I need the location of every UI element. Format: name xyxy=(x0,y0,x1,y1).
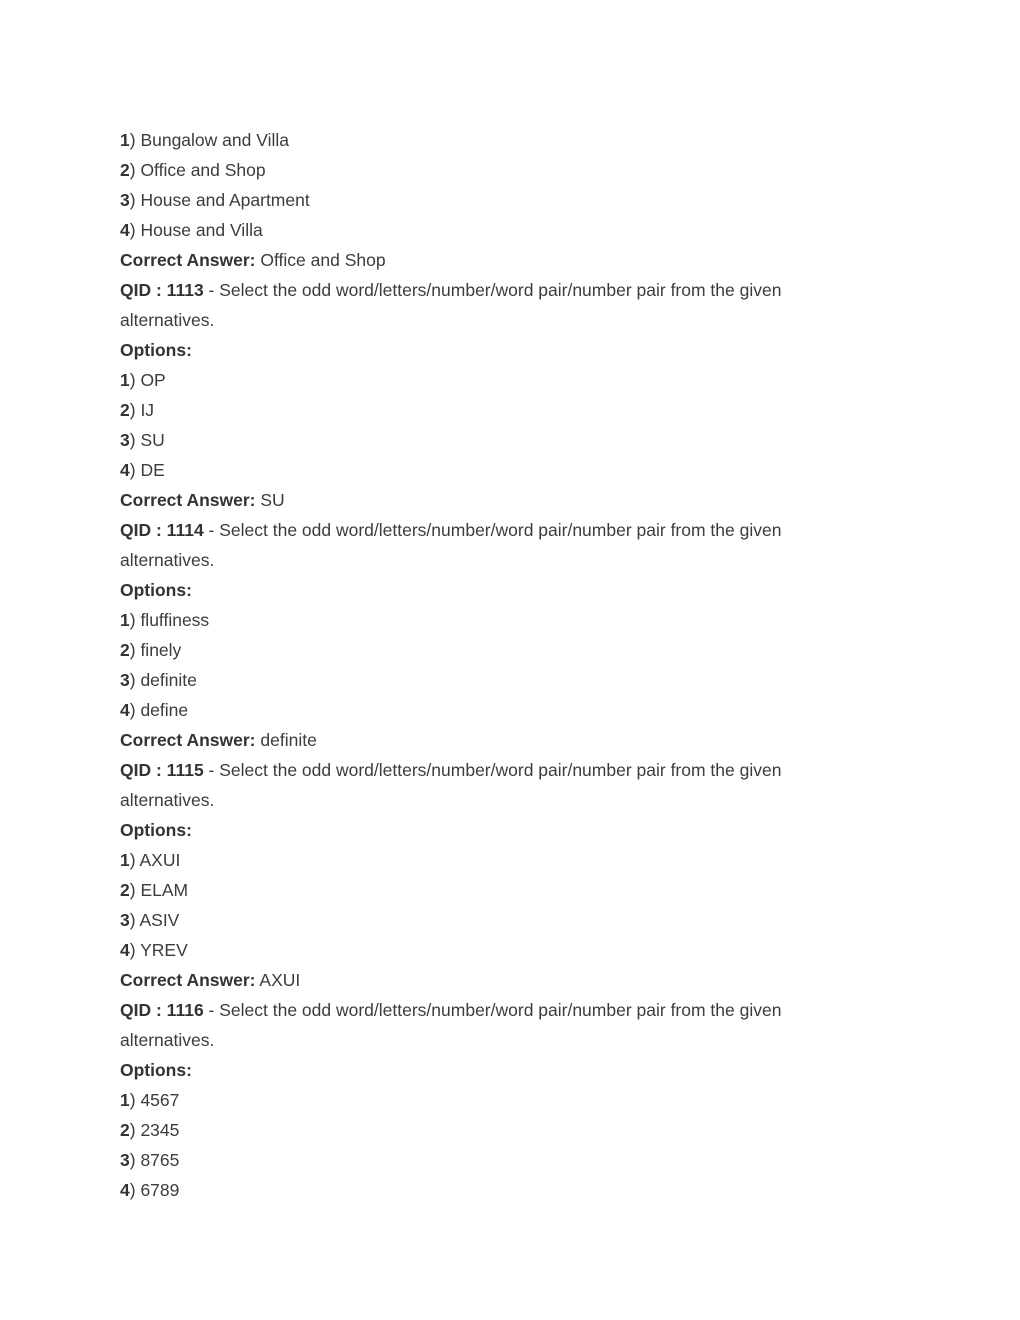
option-number: 3 xyxy=(120,1150,130,1170)
option-text: ASIV xyxy=(139,910,180,930)
option-number: 2 xyxy=(120,1120,130,1140)
qid-label xyxy=(120,760,204,780)
question-line: QID : 1116 - Select the odd word/letters/number/word pair/number pair from the given alternatives. xyxy=(120,1000,782,1050)
question-line: QID : 1115 - Select the odd word/letters/number/word pair/number pair from the given alternatives. xyxy=(120,760,782,810)
qid-label xyxy=(120,1000,204,1020)
options-label: Options: xyxy=(120,580,192,600)
options-heading xyxy=(120,575,880,605)
qid-number: 1114 xyxy=(166,520,204,540)
option-text: IJ xyxy=(140,400,155,420)
option-line: 4) DE xyxy=(120,460,165,480)
correct-answer-value: Office and Shop xyxy=(260,250,386,270)
correct-answer-value: definite xyxy=(260,730,317,750)
option-text: ELAM xyxy=(140,880,189,900)
option-number: 3 xyxy=(120,670,130,690)
option-line: 3) House and Apartment xyxy=(120,190,310,210)
option-number: 1 xyxy=(120,370,130,390)
option-text: AXUI xyxy=(139,850,181,870)
option-text: YREV xyxy=(140,940,188,960)
option-text: fluffiness xyxy=(140,610,210,630)
question-block-1113 xyxy=(120,275,880,515)
option-text: finely xyxy=(140,640,182,660)
correct-answer-label: Correct Answer: xyxy=(120,730,256,750)
option-line: 3) 8765 xyxy=(120,1150,180,1170)
option-number: 1 xyxy=(120,610,130,630)
option-number: 4 xyxy=(120,940,130,960)
options-label: Options: xyxy=(120,820,192,840)
options-heading xyxy=(120,815,880,845)
option-number: 4 xyxy=(120,220,130,240)
question-text: Select the odd word/letters/number/word pair/number pair from the given alternatives. xyxy=(120,280,782,330)
qid-number: 1113 xyxy=(166,280,204,300)
option-line: 2) Office and Shop xyxy=(120,160,266,180)
option-number: 2 xyxy=(120,160,130,180)
document-page xyxy=(120,125,880,1205)
option-text: 6789 xyxy=(140,1180,180,1200)
option-line: 2) IJ xyxy=(120,400,155,420)
options-label: Options: xyxy=(120,340,192,360)
option-line: 2) ELAM xyxy=(120,880,189,900)
question-block-1114 xyxy=(120,515,880,755)
question-text: Select the odd word/letters/number/word pair/number pair from the given alternatives. xyxy=(120,760,782,810)
option-line: 1) AXUI xyxy=(120,850,181,870)
option-line: 4) define xyxy=(120,700,189,720)
option-number: 3 xyxy=(120,910,130,930)
option-number: 2 xyxy=(120,400,130,420)
question-block-1115 xyxy=(120,755,880,995)
correct-answer-line xyxy=(120,725,880,755)
correct-answer-label: Correct Answer: xyxy=(120,250,256,270)
option-text: define xyxy=(140,700,189,720)
option-line: 2) finely xyxy=(120,640,182,660)
question-block-prev xyxy=(120,125,880,275)
option-text: 4567 xyxy=(140,1090,180,1110)
correct-answer-value: AXUI xyxy=(259,970,301,990)
options-label: Options: xyxy=(120,1060,192,1080)
correct-answer-label: Correct Answer: xyxy=(120,970,256,990)
question-line: QID : 1113 - Select the odd word/letters/number/word pair/number pair from the given alternatives. xyxy=(120,280,782,330)
correct-answer-value: SU xyxy=(260,490,285,510)
option-line: 3) ASIV xyxy=(120,910,180,930)
option-line: 2) 2345 xyxy=(120,1120,180,1140)
option-number: 2 xyxy=(120,640,130,660)
option-number: 2 xyxy=(120,880,130,900)
correct-answer-label: Correct Answer: xyxy=(120,490,256,510)
option-number: 3 xyxy=(120,430,130,450)
qid-number: 1116 xyxy=(166,1000,204,1020)
qid-label xyxy=(120,280,204,300)
correct-answer-line xyxy=(120,965,880,995)
options-heading xyxy=(120,1055,880,1085)
qid-label xyxy=(120,520,204,540)
option-text: House and Villa xyxy=(140,220,263,240)
option-number: 3 xyxy=(120,190,130,210)
option-text: Bungalow and Villa xyxy=(140,130,289,150)
correct-answer-line xyxy=(120,245,880,275)
option-number: 1 xyxy=(120,130,130,150)
option-text: SU xyxy=(140,430,165,450)
qid-prefix: QID : xyxy=(120,280,167,300)
option-line: 4) House and Villa xyxy=(120,220,263,240)
qid-prefix: QID : xyxy=(120,520,167,540)
option-line: 1) fluffiness xyxy=(120,610,210,630)
qid-number: 1115 xyxy=(166,760,204,780)
option-number: 4 xyxy=(120,460,130,480)
option-text: 2345 xyxy=(140,1120,180,1140)
option-number: 1 xyxy=(120,850,130,870)
option-text: House and Apartment xyxy=(140,190,310,210)
option-text: OP xyxy=(140,370,166,390)
option-line: 1) Bungalow and Villa xyxy=(120,130,289,150)
option-line: 4) 6789 xyxy=(120,1180,180,1200)
option-number: 1 xyxy=(120,1090,130,1110)
option-number: 4 xyxy=(120,700,130,720)
question-text: Select the odd word/letters/number/word pair/number pair from the given alternatives. xyxy=(120,1000,782,1050)
option-number: 4 xyxy=(120,1180,130,1200)
option-line: 1) 4567 xyxy=(120,1090,180,1110)
option-line: 1) OP xyxy=(120,370,166,390)
option-text: DE xyxy=(140,460,165,480)
option-text: 8765 xyxy=(140,1150,180,1170)
qid-prefix: QID : xyxy=(120,760,167,780)
qid-prefix: QID : xyxy=(120,1000,167,1020)
option-line: 4) YREV xyxy=(120,940,188,960)
question-text: Select the odd word/letters/number/word pair/number pair from the given alternatives. xyxy=(120,520,782,570)
question-block-1116 xyxy=(120,995,880,1205)
correct-answer-line xyxy=(120,485,880,515)
option-line: 3) definite xyxy=(120,670,197,690)
option-text: Office and Shop xyxy=(140,160,266,180)
option-line: 3) SU xyxy=(120,430,165,450)
question-line: QID : 1114 - Select the odd word/letters/number/word pair/number pair from the given alternatives. xyxy=(120,520,782,570)
options-heading xyxy=(120,335,880,365)
option-text: definite xyxy=(140,670,197,690)
